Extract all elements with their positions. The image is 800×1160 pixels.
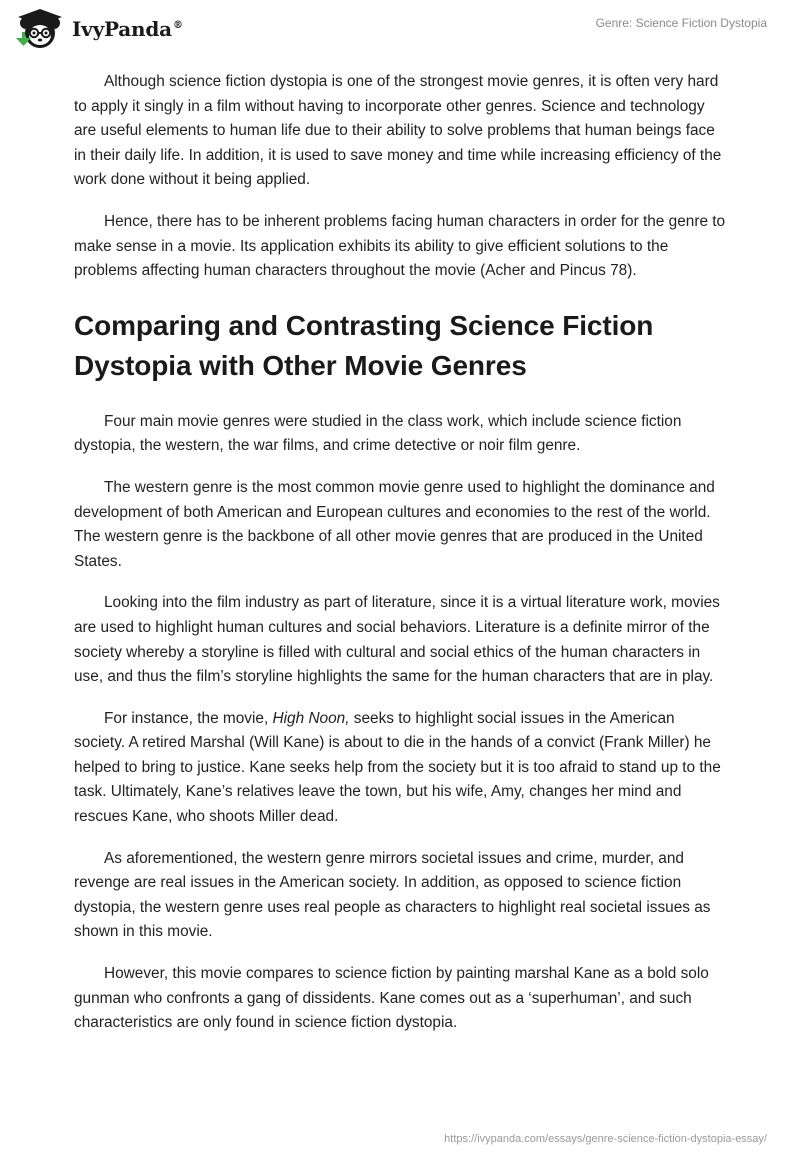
page-header [0, 0, 800, 60]
essay-paragraph: Looking into the film industry as part of literature, since it is a virtual literature work, movies are used to highlight human cultures and social behaviors. Literature is a definite mirror of the society whereby a storyline is filled with cultural and social ethics of the human characters in use, and thus the film’s storyline highlights the same for the human characters that are in play. [74, 594, 720, 686]
source-url[interactable]: https://ivypanda.com/essays/genre-science-fiction-dystopia-essay/ [444, 1133, 767, 1145]
essay-paragraph: However, this movie compares to science fiction by painting marshal Kane as a bold solo gunman who confronts a gang of dissidents. Kane comes out as a ‘superhuman’, and such characteristics are only found in science fiction dystopia. [74, 965, 709, 1032]
essay-paragraph: The western genre is the most common movie genre used to highlight the dominance and development of both American and European cultures and economies to the rest of the world. The western genre is the backbone of all other movie genres that are produced in the United States. [74, 478, 715, 570]
brand-name: IvyPanda® [72, 17, 183, 41]
ivypanda-logo[interactable] [14, 8, 183, 50]
essay-body [74, 70, 726, 1053]
panda-graduate-icon [14, 8, 66, 50]
document-title: Genre: Science Fiction Dystopia [595, 16, 767, 30]
essay-paragraph: As aforementioned, the western genre mirrors societal issues and crime, murder, and revenge are real issues in the American society. In addition, as opposed to science fiction dystopia, the western genre uses real people as characters to highlight real societal issues as shown in this movie. [74, 849, 711, 941]
film-title: High Noon, [272, 709, 350, 727]
registered-mark: ® [172, 20, 183, 32]
essay-paragraph: Although science fiction dystopia is one of the strongest movie genres, it is often very hard to apply it singly in a film without having to incorporate other genres. Science and technology are useful elements to human life due to their ability to solve problems that human beings face in their daily life. In addition, it is used to save money and time while increasing efficiency of the work done without it being applied. [74, 73, 722, 189]
essay-paragraph: Four main movie genres were studied in the class work, which include science fiction dystopia, the western, the war films, and crime detective or noir film genre. [74, 412, 682, 455]
essay-paragraph: Hence, there has to be inherent problems facing human characters in order for the genre to make sense in a movie. Its application exhibits its ability to give efficient solutions to the problems affecting human characters throughout the movie (Acher and Pincus 78). [74, 212, 726, 280]
paragraph-lead: For instance, the movie, [104, 709, 273, 727]
paragraph-rest: seeks to highlight social issues in the American society. A retired Marshal (Will Kane) is about to die in the hands of a convict (Frank Miller) he helped to bring to justice. Kane seeks help from the society but it is too afraid to stand up to the task. Ultimately, Kane’s relatives leave the town, but his wife, Amy, changes her mind and rescues Kane, who shoots Miller dead. [74, 709, 721, 826]
section-heading: Comparing and Contrasting Science Fiction Dystopia with Other Movie Genres [74, 309, 654, 381]
essay-paragraph-high-noon [74, 707, 726, 830]
